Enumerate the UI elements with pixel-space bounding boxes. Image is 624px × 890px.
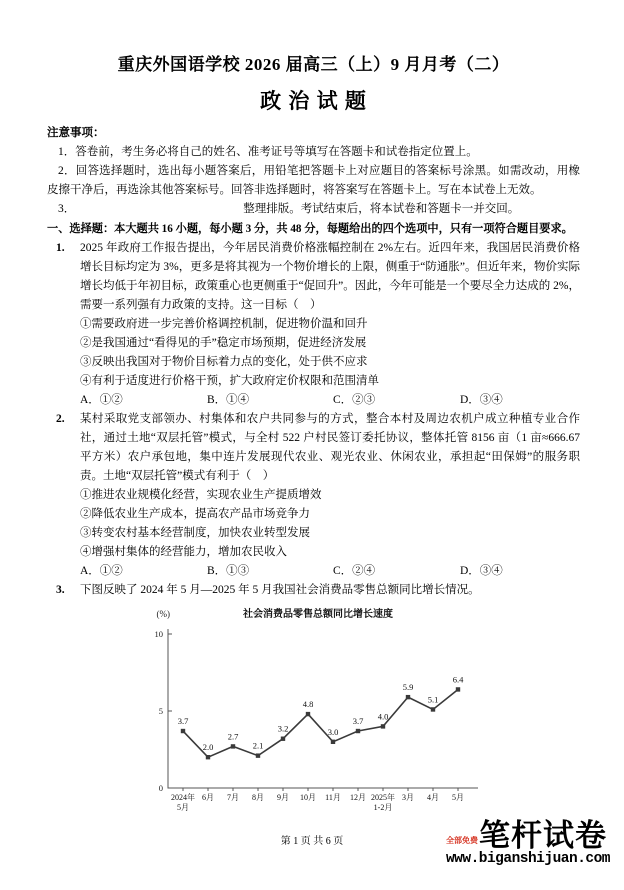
statement-item: ②是我国通过“看得见的手”稳定市场预期，促进经济发展 (80, 337, 367, 349)
svg-text:3.7: 3.7 (177, 716, 189, 727)
svg-text:3.0: 3.0 (327, 726, 339, 737)
choice-option: B．①④ (207, 394, 250, 406)
svg-text:0: 0 (158, 783, 163, 793)
notice-item-3-text: 整理排版。考试结束后，将本试卷和答题卡一并交回。 (243, 203, 520, 215)
statement-item: ③反映出我国对于物价目标着力点的变化，处于供不应求 (80, 356, 368, 368)
question-2 (47, 410, 580, 581)
notice-heading: 注意事项： (47, 127, 105, 139)
choice-option: C．②④ (333, 565, 376, 577)
choice-option: B．①③ (207, 565, 250, 577)
question-number: 1. (56, 242, 65, 254)
svg-text:2.0: 2.0 (202, 742, 214, 753)
svg-text:11月: 11月 (325, 793, 341, 802)
svg-text:12月: 12月 (350, 793, 366, 802)
svg-text:2024年: 2024年 (171, 793, 195, 802)
svg-text:8月: 8月 (252, 793, 264, 802)
section-heading: 一、选择题：本大题共 16 小题，每小题 3 分，共 48 分，每题给出的四个选项中，只有一项符合题目要求。 (47, 223, 573, 235)
statement-item: ④增强村集体的经营能力，增加农民收入 (80, 546, 287, 558)
page-number: 第 1 页 共 6 页 (280, 836, 344, 847)
watermark-brand: 笔杆试卷 (478, 818, 607, 853)
svg-text:1-2月: 1-2月 (373, 803, 393, 812)
svg-text:3月: 3月 (402, 793, 414, 802)
question-number: 2. (56, 413, 65, 425)
question-stem: 2025 年政府工作报告提出，今年居民消费价格涨幅控制在 2%左右。近四年来，我国居民消费价格增长目标均定为 3%，更多是将其视为一个物价增长的上限，侧重于“防通胀”。但近年来，物价实际增长均低于年初目标，政策重心也更侧重于“促回升”。因此，今年可能是一个要尽全力达成的 2%，需要一系列强有力政策的支持。这一目标（ ） (80, 242, 580, 311)
question-stem: 下图反映了 2024 年 5 月—2025 年 5 月我国社会消费品零售总额同比增长情况。 (80, 584, 480, 596)
notice-item-3-blank (75, 200, 243, 219)
subject-title: 政 治 试 题 (260, 89, 367, 113)
notice-item-3 (47, 200, 580, 219)
choice-option: A．①② (80, 565, 123, 577)
question-3 (47, 581, 580, 600)
notice-item-2: 2．回答选择题时，选出每小题答案后，用铅笔把答题卡上对应题目的答案标号涂黑。如需改动，用橡皮擦干净后，再选涂其他答案标号。回答非选择题时，将答案写在答题卡上。写在本试卷上无效。 (47, 165, 580, 196)
question-body (80, 239, 580, 410)
svg-text:(%): (%) (156, 609, 170, 619)
page-title: 重庆外国语学校 2026 届高三（上）9 月月考（二） (117, 55, 510, 74)
svg-text:2025年: 2025年 (371, 793, 395, 802)
choice-option: D．③④ (460, 394, 503, 406)
statement-item: ①推进农业规模化经营，实现农业生产提质增效 (80, 489, 322, 501)
svg-text:4.8: 4.8 (302, 699, 314, 710)
choice-option: D．③④ (460, 565, 503, 577)
question-1 (47, 239, 580, 410)
statement-item: ④有利于适度进行价格干预，扩大政府定价权限和范围清单 (80, 375, 379, 387)
question-body (80, 410, 580, 581)
choice-row (80, 562, 580, 581)
svg-text:9月: 9月 (277, 793, 289, 802)
svg-text:10: 10 (154, 629, 163, 639)
svg-text:3.2: 3.2 (277, 723, 289, 734)
svg-text:3.7: 3.7 (352, 716, 364, 727)
choice-row (80, 391, 580, 410)
notice-item-1: 1．答卷前，考生务必将自己的姓名、准考证号等填写在答题卡和试卷指定位置上。 (58, 146, 478, 158)
svg-text:6.4: 6.4 (452, 674, 464, 685)
question-stem: 某村采取党支部领办、村集体和农户共同参与的方式，整合本村及周边农机户成立种植专业合作社，通过土地“双层托管”模式，与全村 522 户村民签订委托协议，整体托管 8156 亩（1 亩≈666.67 平方米）农户承包地，集中连片发展现代农业、观光农业、休闲农业，承担起“田保姆”的服务职责。土地“双层托管”模式有利于（ ） (80, 413, 580, 482)
svg-text:5: 5 (158, 706, 163, 716)
watermark-logo (445, 818, 610, 868)
svg-text:5月: 5月 (177, 803, 189, 812)
statement-item: ②降低农业生产成本，提高农产品市场竞争力 (80, 508, 310, 520)
svg-text:7月: 7月 (227, 793, 239, 802)
statement-item: ③转变农村基本经营制度，加快农业转型发展 (80, 527, 310, 539)
svg-text:6月: 6月 (202, 793, 214, 802)
svg-text:10月: 10月 (300, 793, 316, 802)
notice-section (47, 124, 580, 219)
questions-container (47, 239, 580, 600)
watermark-url: www.biganshijuan.com (445, 851, 610, 867)
svg-text:4月: 4月 (427, 793, 439, 802)
watermark-row (445, 818, 610, 853)
svg-text:5月: 5月 (452, 793, 464, 802)
svg-text:5.1: 5.1 (427, 694, 439, 705)
svg-text:5.9: 5.9 (402, 682, 414, 693)
question-body (80, 581, 580, 600)
choice-option: A．①② (80, 394, 123, 406)
choice-option: C．②③ (333, 394, 376, 406)
question-number: 3. (56, 584, 65, 596)
statement-item: ①需要政府进一步完善价格调控机制，促进物价温和回升 (80, 318, 368, 330)
svg-text:社会消费品零售总额同比增长速度: 社会消费品零售总额同比增长速度 (243, 609, 393, 620)
watermark-free-label: 全部免费 (445, 836, 478, 845)
notice-item-3-number: 3． (58, 203, 76, 215)
line-chart-svg (138, 603, 506, 817)
retail-sales-chart (138, 603, 580, 822)
svg-text:2.1: 2.1 (252, 740, 264, 751)
svg-text:4.0: 4.0 (377, 711, 389, 722)
svg-text:2.7: 2.7 (227, 731, 239, 742)
